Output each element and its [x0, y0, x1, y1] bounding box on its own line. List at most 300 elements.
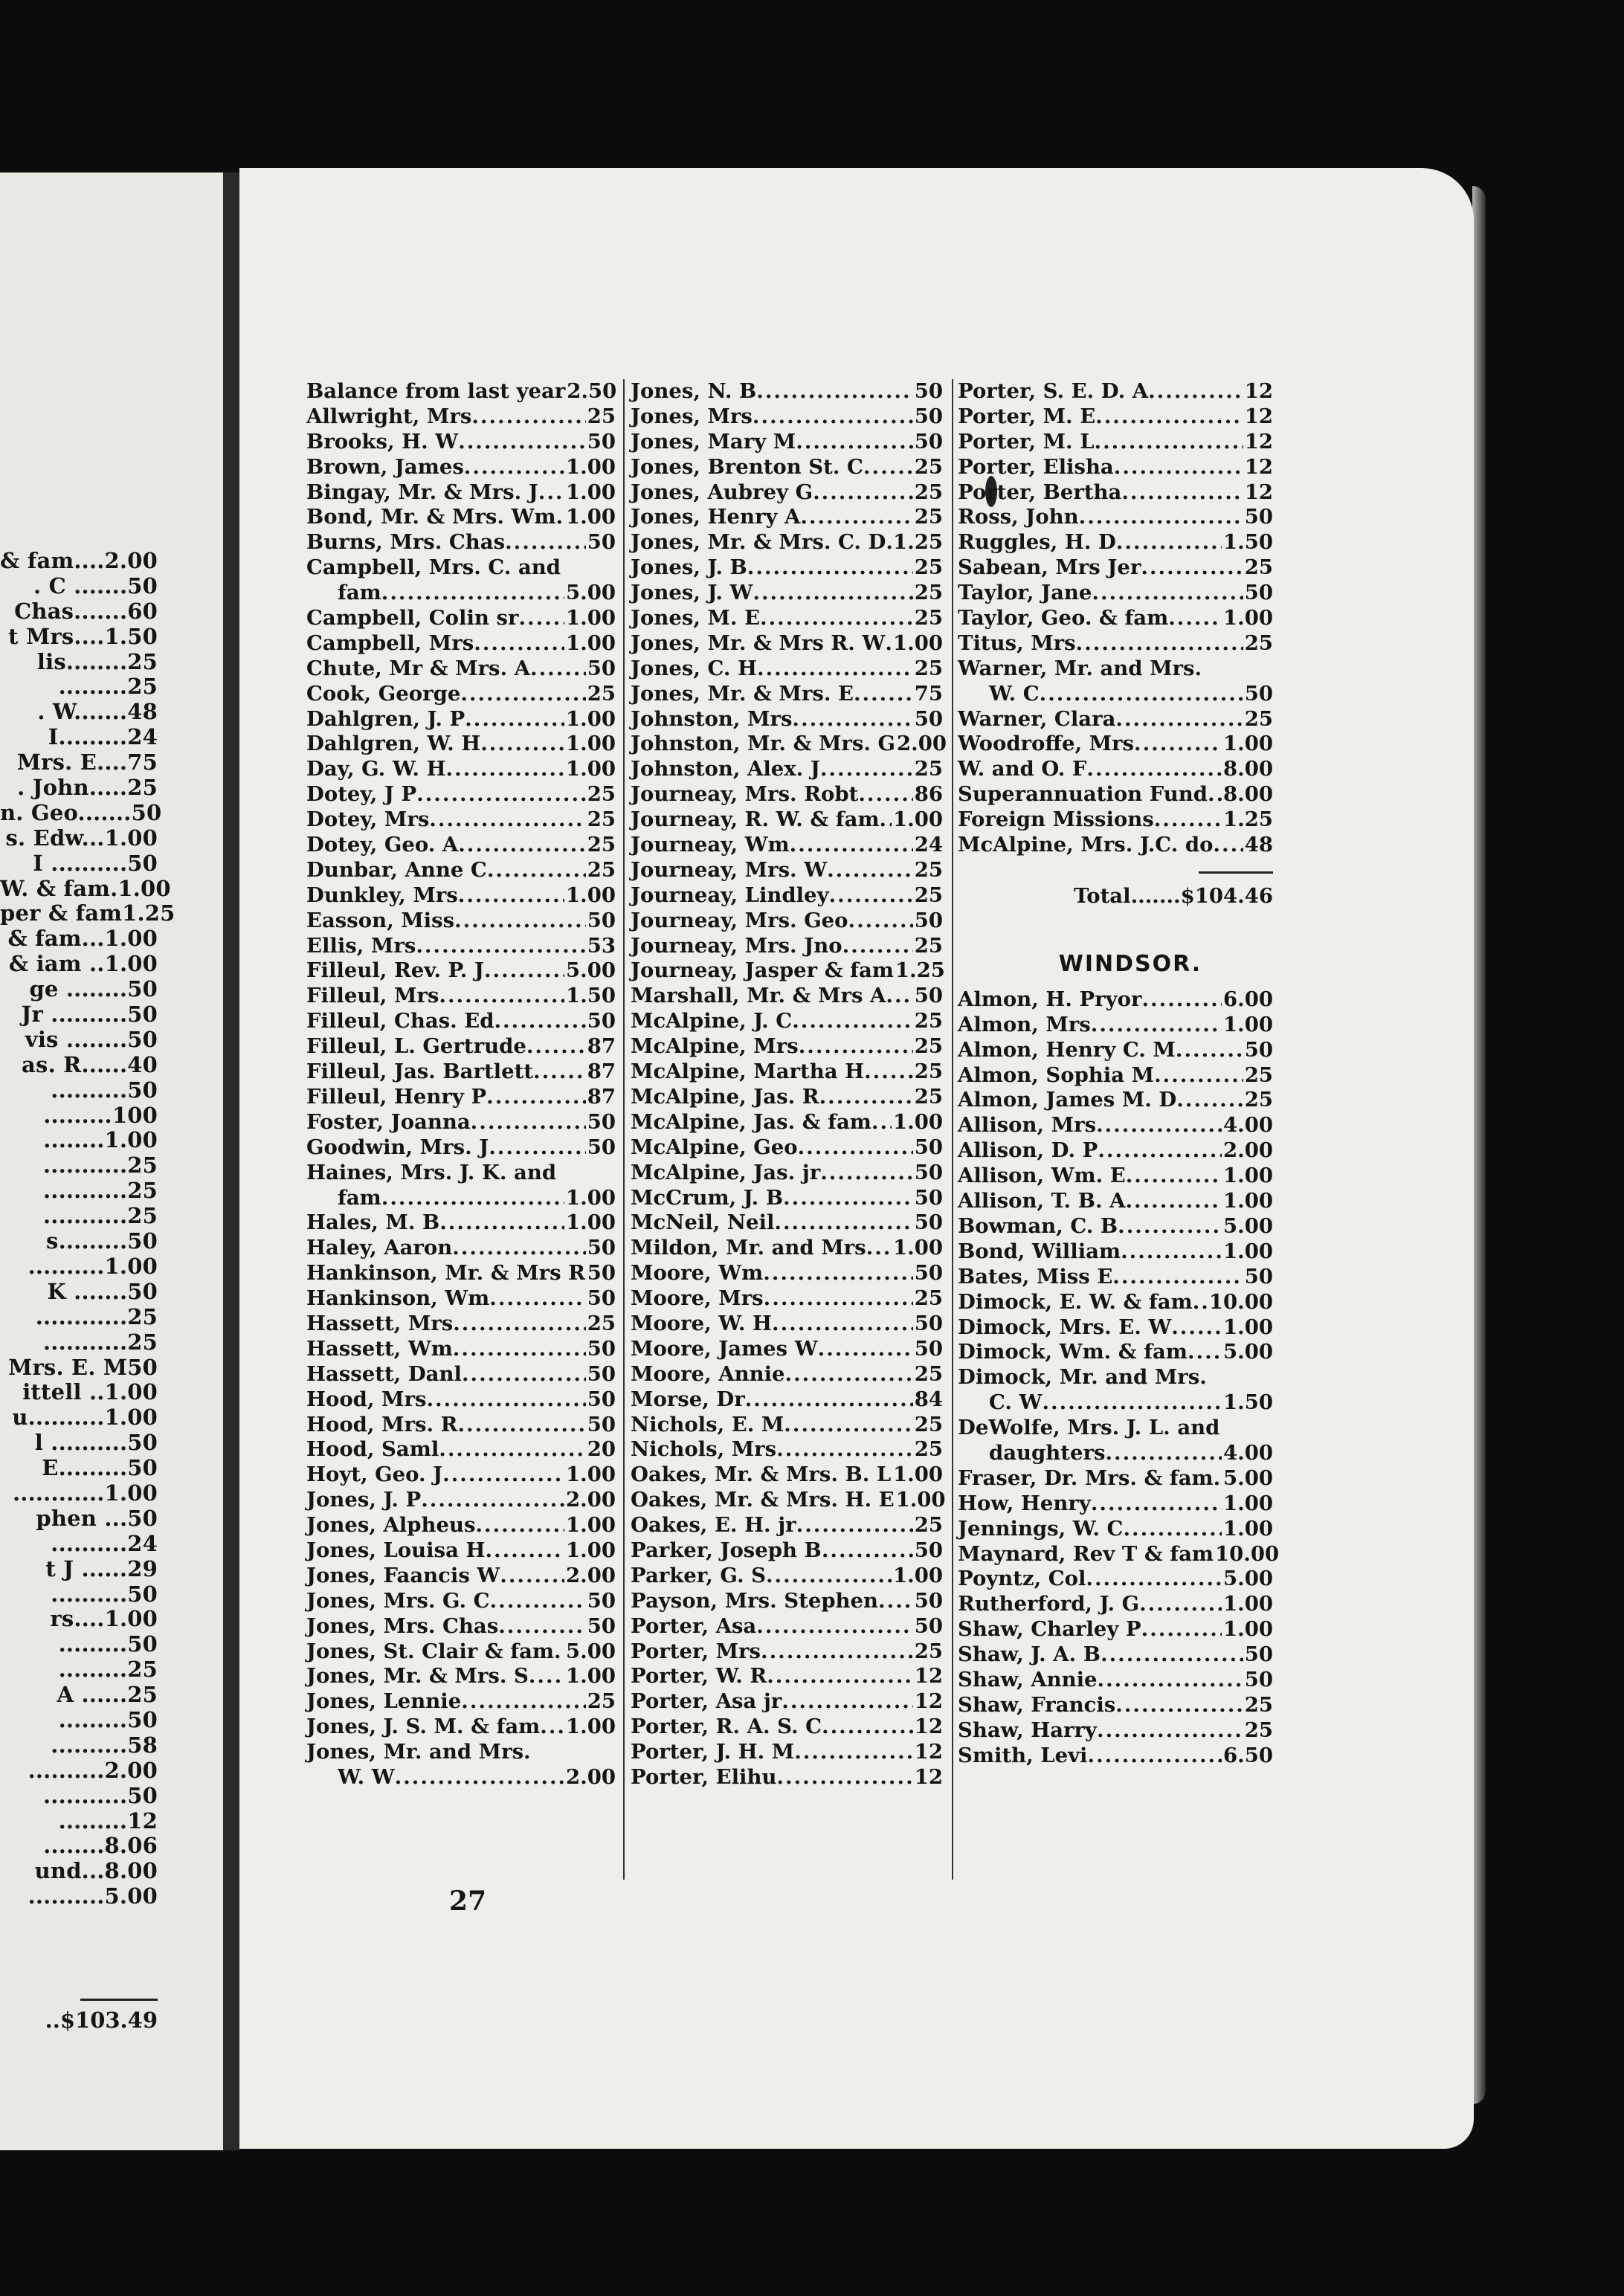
- left-page-row: ..........50: [51, 1581, 158, 1607]
- list-item: [631, 909, 943, 934]
- leader-dots: [1098, 1668, 1243, 1693]
- list-item: [958, 1416, 1273, 1441]
- entry-amount: 8.00: [1223, 782, 1273, 807]
- leader-dots: [820, 757, 913, 782]
- entry-amount: 25: [914, 1286, 943, 1311]
- list-item: [306, 1085, 616, 1110]
- entry-name: Maynard, Rev T & fam: [958, 1541, 1214, 1566]
- leader-dots: [886, 530, 892, 555]
- entry-name: Hoyt, Geo. J: [306, 1463, 443, 1487]
- list-item: [306, 1437, 616, 1463]
- list-item: [306, 732, 616, 757]
- entry-name: Taylor, Jane: [958, 581, 1092, 605]
- entry-amount: 1.00: [566, 606, 616, 631]
- leader-dots: [439, 984, 564, 1009]
- entry-amount: 50: [587, 1387, 616, 1411]
- list-item: [958, 1617, 1273, 1642]
- entry-amount: 1.00: [893, 631, 943, 655]
- left-page-row: vis ........50: [25, 1026, 158, 1052]
- entry-amount: 1.00: [566, 1664, 616, 1689]
- leader-dots: [792, 707, 912, 732]
- list-item: [958, 1744, 1273, 1769]
- leader-dots: [500, 1564, 564, 1589]
- entry-name: Marshall, Mr. & Mrs A: [631, 984, 886, 1008]
- list-item: [631, 1564, 943, 1589]
- entry-amount: 53: [587, 933, 616, 958]
- leader-dots: [439, 1437, 585, 1463]
- entry-name: Johnston, Alex. J: [631, 757, 820, 781]
- left-page-row: u..........1.00: [12, 1405, 158, 1431]
- list-item: [631, 581, 943, 606]
- entry-name: Porter, Bertha: [958, 480, 1122, 504]
- entry-amount: 1.00: [893, 1109, 943, 1134]
- entry-amount: 50: [587, 530, 616, 555]
- entry-name: Parker, Joseph B: [631, 1538, 822, 1562]
- leader-dots: [819, 1085, 913, 1110]
- list-item: [306, 1513, 616, 1538]
- list-item: [631, 883, 943, 909]
- entry-name: Jones, N. B: [631, 379, 757, 403]
- left-page-row: E.........50: [42, 1455, 158, 1481]
- list-item: [631, 657, 943, 682]
- entry-name: Dahlgren, W. H: [306, 732, 481, 756]
- leader-dots: [1079, 505, 1243, 530]
- entry-amount: 25: [1244, 1718, 1273, 1742]
- left-page-row: und...8.00: [34, 1858, 158, 1884]
- list-item: [631, 1337, 943, 1362]
- list-item: [631, 1110, 943, 1135]
- entry-name: Haley, Aaron: [306, 1236, 453, 1260]
- leader-dots: [796, 1513, 913, 1538]
- entry-name: Jones, Mary M: [631, 429, 796, 454]
- total-amount: $104.46: [1180, 883, 1273, 908]
- entry-name: Allison, Mrs: [958, 1113, 1097, 1138]
- leader-dots: [1086, 1567, 1222, 1592]
- entry-amount: 12: [1244, 454, 1273, 479]
- entry-amount: 4.00: [1223, 1113, 1273, 1138]
- entry-amount: 5.00: [566, 958, 616, 983]
- entry-amount: 25: [914, 757, 943, 781]
- entry-name: fam: [338, 581, 381, 605]
- leader-dots: [1092, 581, 1243, 606]
- entry-name: Jones, Mr. and Mrs.: [306, 1740, 531, 1764]
- list-item: [958, 1718, 1273, 1744]
- entry-amount: 50: [1244, 581, 1273, 605]
- left-page-row: I.........24: [48, 724, 158, 750]
- entry-name: Allwright, Mrs: [306, 404, 472, 428]
- entry-name: Day, G. W. H: [306, 757, 446, 781]
- leader-dots: [776, 1437, 913, 1463]
- list-item: [306, 1413, 616, 1438]
- list-item: [631, 1261, 943, 1286]
- entry-amount: 1.00: [1223, 1164, 1273, 1188]
- left-page-row: .........100: [43, 1102, 158, 1128]
- left-page-row: & fam....2.00: [0, 548, 158, 573]
- list-item: [958, 987, 1273, 1013]
- leader-dots: [827, 858, 913, 883]
- entry-amount: 50: [914, 379, 943, 403]
- leader-dots: [813, 480, 913, 506]
- entry-amount: 1.00: [566, 1513, 616, 1538]
- entry-amount: 1.00: [1223, 1012, 1273, 1036]
- list-item: [958, 732, 1273, 757]
- leader-dots: [462, 1362, 586, 1387]
- entry-amount: 12: [1244, 480, 1273, 504]
- left-page-row: ..........2.00: [28, 1757, 158, 1783]
- list-item: [631, 1009, 943, 1034]
- leader-dots: [484, 958, 564, 984]
- entry-name: Oakes, E. H. jr: [631, 1513, 796, 1538]
- leader-dots: [842, 934, 913, 959]
- list-item: [958, 379, 1273, 404]
- entry-amount: 10.00: [1215, 1541, 1280, 1566]
- entry-name: McAlpine, Mrs. J.C. do: [958, 833, 1214, 857]
- entry-amount: 25: [914, 1639, 943, 1663]
- entry-amount: 25: [1244, 555, 1273, 580]
- list-item: [306, 757, 616, 782]
- entry-name: McAlpine, Jas. jr: [631, 1160, 821, 1184]
- leader-dots: [800, 505, 912, 530]
- entry-name: Porter, M. E: [958, 404, 1096, 428]
- leader-dots: [858, 782, 912, 807]
- leader-dots: [822, 1715, 913, 1740]
- entry-name: Sabean, Mrs Jer: [958, 555, 1141, 580]
- leader-dots: [453, 1312, 585, 1337]
- entry-name: Hankinson, Mr. & Mrs R: [306, 1261, 586, 1286]
- list-item: [631, 1161, 943, 1186]
- entry-amount: 50: [914, 1160, 943, 1184]
- entry-name: Jones, Mr. & Mrs. S: [306, 1664, 529, 1689]
- entry-amount: 50: [587, 1286, 616, 1311]
- entry-name: Filleul, Jas. Bartlett: [306, 1060, 534, 1084]
- left-page-row: t J ......29: [45, 1555, 158, 1581]
- left-page-row: per & fam1.25: [0, 900, 175, 926]
- leader-dots: [461, 1689, 585, 1715]
- entry-name: Dotey, Geo. A: [306, 833, 459, 857]
- list-item: [958, 1265, 1273, 1290]
- list-item: [631, 1210, 943, 1236]
- left-page-row: & fam...1.00: [7, 926, 158, 952]
- leader-dots: [395, 1765, 564, 1790]
- entry-name: Journeay, Lindley: [631, 883, 829, 907]
- entry-name: Shaw, Annie: [958, 1667, 1098, 1692]
- entry-name: Campbell, Mrs. C. and: [306, 555, 561, 580]
- list-item: [631, 1060, 943, 1085]
- leader-dots: [1148, 379, 1243, 404]
- leader-dots: [1141, 987, 1222, 1013]
- entry-name: Foster, Joanna: [306, 1109, 471, 1134]
- leader-dots: [421, 1488, 564, 1513]
- entry-amount: 12: [914, 1715, 943, 1739]
- list-item: [306, 1186, 616, 1211]
- windsor-subscriber-list: [958, 987, 1280, 1769]
- entry-name: fam: [338, 1185, 381, 1210]
- entry-amount: 50: [1244, 505, 1273, 529]
- leader-dots: [747, 555, 913, 581]
- entry-amount: 1.00: [566, 883, 616, 907]
- entry-name: Porter, J. H. M: [631, 1740, 795, 1764]
- entry-name: Chute, Mr & Mrs. A: [306, 656, 531, 680]
- list-item: [306, 480, 616, 506]
- leader-dots: [487, 858, 586, 883]
- list-item: [631, 555, 943, 581]
- entry-name: Fraser, Dr. Mrs. & fam: [958, 1465, 1214, 1490]
- list-item: [631, 807, 943, 833]
- entry-name: Filleul, Rev. P. J: [306, 958, 484, 983]
- entry-amount: 84: [914, 1387, 943, 1411]
- entry-amount: 25: [914, 1060, 943, 1084]
- entry-name: Nichols, Mrs: [631, 1437, 777, 1462]
- list-item: [958, 1214, 1273, 1239]
- entry-amount: 2.00: [566, 1563, 616, 1587]
- entry-name: Oakes, Mr. & Mrs. H. E: [631, 1488, 895, 1512]
- list-item: [631, 707, 943, 732]
- entry-amount: 1.00: [566, 505, 616, 529]
- entry-name: Hassett, Wm: [306, 1336, 453, 1361]
- entry-name: Poyntz, Col: [958, 1567, 1086, 1591]
- list-item: [306, 1715, 616, 1740]
- entry-name: Johnston, Mrs: [631, 706, 793, 731]
- leader-dots: [885, 631, 892, 657]
- entry-name: Porter, Asa: [631, 1613, 757, 1638]
- entry-name: Hood, Mrs: [306, 1387, 427, 1411]
- list-item: [306, 505, 616, 530]
- leader-dots: [1171, 1315, 1222, 1341]
- leader-dots: [1214, 1466, 1222, 1492]
- entry-name: Ellis, Mrs: [306, 933, 416, 958]
- list-item: [306, 1538, 616, 1564]
- list-item: [958, 455, 1273, 480]
- leader-dots: [489, 1286, 585, 1312]
- list-item: [306, 530, 616, 555]
- left-page-row: ........8.06: [43, 1833, 158, 1859]
- left-page-row: .........25: [58, 1657, 158, 1683]
- leader-dots: [756, 379, 912, 404]
- entry-amount: 5.00: [1223, 1465, 1273, 1490]
- section-heading-windsor: WINDSOR.: [1058, 950, 1202, 977]
- entry-amount: 1.00: [893, 1463, 943, 1487]
- leader-dots: [783, 1186, 913, 1211]
- left-page-total: ..$103.49: [45, 2008, 158, 2033]
- left-page-row: W. & fam.1.00: [0, 875, 171, 901]
- entry-name: Jones, Alpheus: [306, 1513, 476, 1538]
- leader-dots: [774, 1210, 912, 1236]
- leader-dots: [471, 404, 585, 430]
- leader-dots: [538, 480, 564, 506]
- left-page-row: ..........58: [51, 1732, 158, 1758]
- entry-amount: 25: [1244, 1088, 1273, 1112]
- entry-name: Nichols, E. M: [631, 1412, 784, 1436]
- entry-name: Brooks, H. W: [306, 429, 459, 454]
- leader-dots: [475, 1513, 564, 1538]
- left-page-total-rule: [80, 1999, 158, 2001]
- leader-dots: [490, 1589, 586, 1614]
- leader-dots: [1118, 1214, 1222, 1239]
- leader-dots: [458, 833, 586, 858]
- entry-name: Jones, Faancis W: [306, 1563, 500, 1587]
- list-item: [958, 1441, 1273, 1466]
- entry-name: Almon, Henry C. M: [958, 1037, 1176, 1062]
- list-item: [631, 631, 943, 657]
- entry-amount: 1.00: [893, 1563, 943, 1587]
- entry-name: Jennings, W. C: [958, 1516, 1124, 1541]
- entry-amount: 50: [587, 1361, 616, 1386]
- left-page-row: ittell ..1.00: [22, 1379, 158, 1405]
- list-item: [958, 833, 1273, 858]
- entry-amount: 25: [1244, 631, 1273, 655]
- list-item: [958, 555, 1273, 581]
- left-page-row: n. Geo.......50: [0, 799, 162, 825]
- left-page-row: . John.....25: [17, 775, 158, 801]
- leader-dots: [1176, 1088, 1243, 1113]
- entry-amount: 50: [914, 1588, 943, 1613]
- leader-dots: [1141, 1617, 1222, 1642]
- list-item: [306, 984, 616, 1009]
- entry-name: Shaw, Charley P: [958, 1617, 1141, 1642]
- entry-name: Hassett, Mrs: [306, 1311, 454, 1335]
- entry-name: Journeay, R. W. & fam: [631, 807, 880, 832]
- list-item: [631, 1463, 943, 1488]
- entry-amount: 50: [587, 1613, 616, 1638]
- leader-dots: [829, 883, 913, 909]
- left-page-row: ...........25: [42, 1203, 158, 1229]
- entry-name: Porter, W. R: [631, 1664, 767, 1689]
- entry-name: Hassett, Danl: [306, 1361, 462, 1386]
- entry-name: C. W: [989, 1390, 1043, 1415]
- entry-amount: 1.00: [1223, 1189, 1273, 1213]
- list-item: [958, 1013, 1273, 1038]
- entry-amount: 12: [914, 1740, 943, 1764]
- entry-name: Filleul, L. Gertrude: [306, 1034, 526, 1059]
- entry-amount: 1.00: [566, 480, 616, 504]
- leader-dots: [1091, 1013, 1222, 1038]
- left-page-row: phen ...50: [36, 1505, 158, 1531]
- entry-name: Filleul, Mrs: [306, 984, 439, 1008]
- leader-dots: [1101, 1642, 1243, 1668]
- entry-amount: 12: [1244, 404, 1273, 428]
- list-item: [306, 1312, 616, 1337]
- entry-name: Jones, Brenton St. C: [631, 454, 863, 479]
- list-item: [958, 631, 1273, 657]
- list-item: [631, 1362, 943, 1387]
- leader-dots: [784, 1413, 912, 1438]
- list-item: [631, 1639, 943, 1665]
- entry-amount: 50: [914, 1311, 943, 1335]
- list-item: [631, 430, 943, 455]
- leader-dots: [782, 1689, 912, 1715]
- list-item: [958, 1693, 1273, 1718]
- leader-dots: [1123, 1517, 1222, 1542]
- list-item: [958, 1113, 1273, 1138]
- list-item: [631, 1437, 943, 1463]
- entry-amount: 25: [914, 1513, 943, 1538]
- left-page-row: ..........5.00: [28, 1883, 158, 1909]
- entry-name: Almon, Mrs: [958, 1012, 1091, 1036]
- entry-amount: 25: [587, 1689, 616, 1714]
- entry-amount: 1.25: [893, 530, 943, 555]
- list-item: [631, 1538, 943, 1564]
- entry-amount: 5.00: [566, 581, 616, 605]
- list-item: [958, 1390, 1273, 1416]
- list-item: [306, 1463, 616, 1488]
- leader-dots: [416, 782, 586, 807]
- leader-dots: [480, 732, 564, 757]
- left-page-row: & iam ..1.00: [8, 951, 158, 977]
- entry-name: Bowman, C. B: [958, 1213, 1118, 1238]
- entry-name: Goodwin, Mrs. J: [306, 1135, 489, 1159]
- leader-dots: [820, 1161, 913, 1186]
- leader-dots: [454, 909, 586, 934]
- list-item: [306, 1135, 616, 1161]
- entry-amount: 1.00: [1223, 606, 1273, 631]
- left-page-row: ............1.00: [13, 1480, 158, 1506]
- entry-name: Porter, Elihu: [631, 1764, 777, 1789]
- entry-name: Jones, St. Clair & fam: [306, 1639, 554, 1663]
- list-item: [306, 555, 616, 581]
- list-item: [958, 404, 1273, 430]
- left-page-row: lis........25: [36, 648, 158, 674]
- entry-amount: 50: [914, 1613, 943, 1638]
- entry-name: W. W: [338, 1764, 395, 1789]
- list-item: [631, 1765, 943, 1790]
- entry-amount: 1.00: [566, 1715, 616, 1739]
- leader-dots: [1097, 1718, 1243, 1744]
- left-page-row: rs....1.00: [50, 1606, 158, 1632]
- leader-dots: [745, 1387, 913, 1413]
- list-item: [958, 1239, 1273, 1265]
- list-item: [631, 505, 943, 530]
- entry-name: Bond, Mr. & Mrs. Wm: [306, 505, 556, 529]
- list-item: [306, 606, 616, 631]
- entry-amount: 1.00: [1223, 1592, 1273, 1616]
- entry-name: Jones, Aubrey G: [631, 480, 813, 504]
- list-item: [631, 606, 943, 631]
- entry-name: Cook, George: [306, 681, 461, 706]
- entry-amount: 25: [914, 454, 943, 479]
- leader-dots: [1134, 732, 1222, 757]
- entry-name: Bond, William: [958, 1239, 1121, 1263]
- list-item: [631, 757, 943, 782]
- left-page-row: Jr ..........50: [21, 1002, 158, 1028]
- leader-dots: [1121, 480, 1243, 506]
- left-page-row: . C .......50: [33, 573, 158, 599]
- leader-dots: [766, 1564, 892, 1589]
- list-item: [958, 1642, 1273, 1668]
- list-item: [306, 1034, 616, 1060]
- leader-dots: [474, 631, 564, 657]
- leader-dots: [1042, 1390, 1222, 1416]
- leader-dots: [1086, 757, 1222, 782]
- entry-amount: 1.00: [566, 1210, 616, 1235]
- entry-name: W. and O. F: [958, 757, 1087, 781]
- leader-dots: [381, 581, 564, 606]
- entry-name: Morse, Dr: [631, 1387, 745, 1411]
- subscriber-column-2: [631, 379, 947, 1790]
- entry-name: Allison, D. P: [958, 1138, 1098, 1163]
- list-item: [306, 1765, 616, 1790]
- leader-dots: [1095, 430, 1243, 455]
- leader-dots: [416, 934, 585, 959]
- leader-dots: [790, 833, 913, 858]
- subscriber-column-1: [306, 379, 616, 1790]
- entry-amount: 50: [914, 1336, 943, 1361]
- entry-amount: 25: [914, 1412, 943, 1436]
- leader-dots: [785, 1362, 913, 1387]
- entry-name: Dimock, Mr. and Mrs.: [958, 1365, 1207, 1390]
- entry-amount: 50: [587, 656, 616, 680]
- entry-name: Dotey, Mrs: [306, 807, 430, 832]
- list-item: [958, 1541, 1280, 1567]
